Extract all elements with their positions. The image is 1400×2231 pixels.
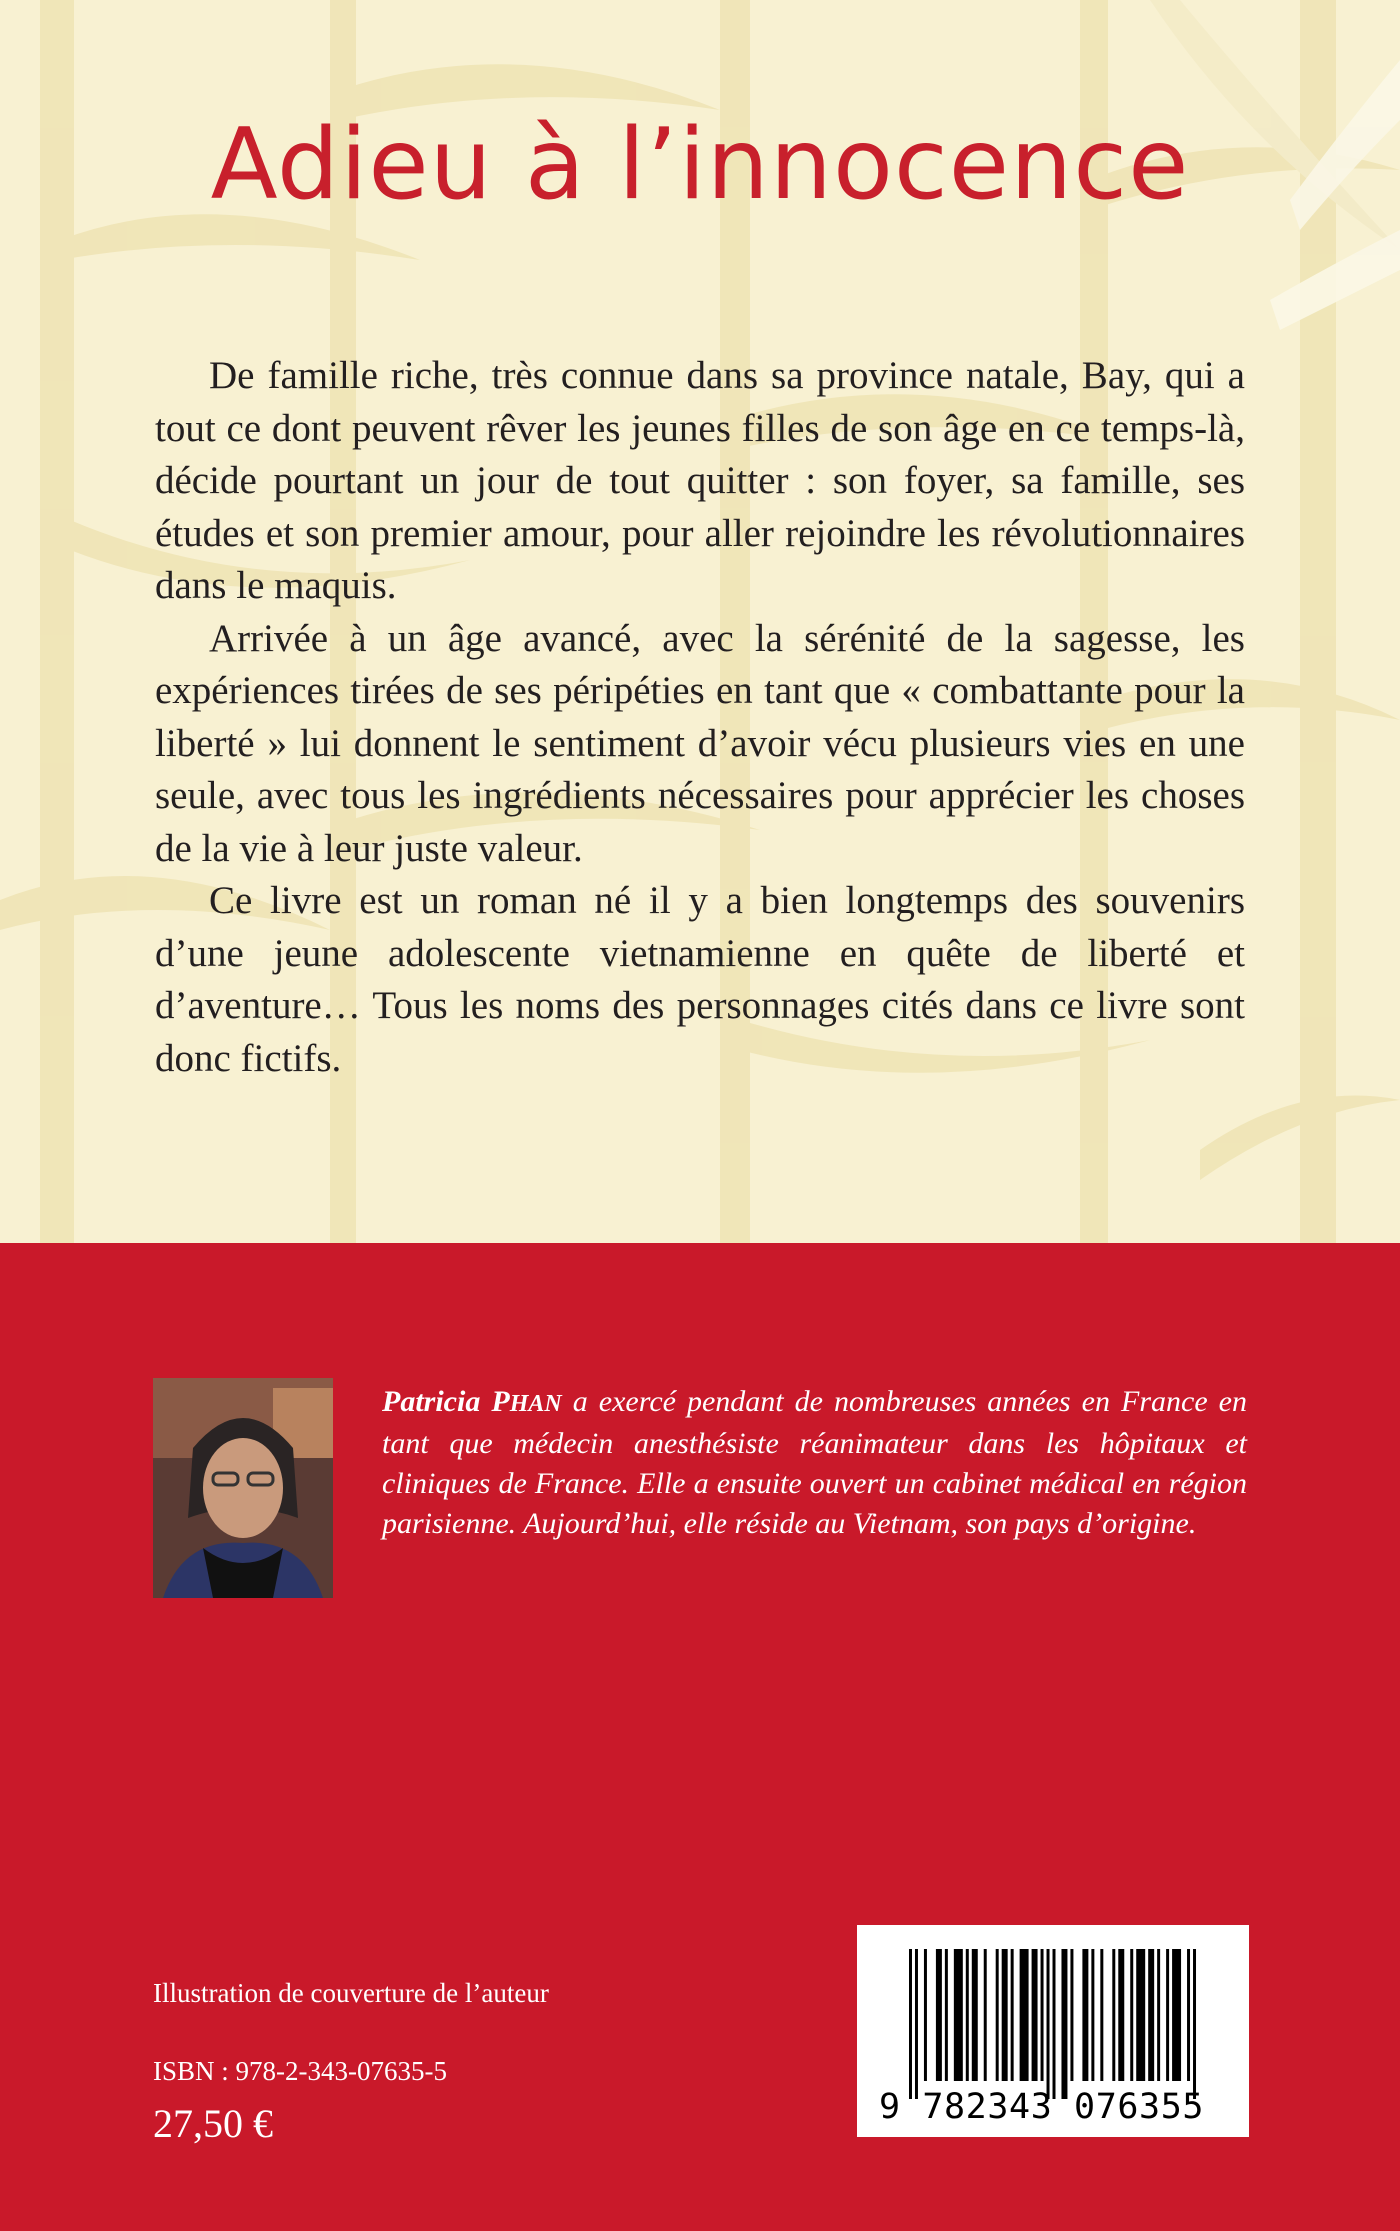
- author-portrait: [153, 1378, 333, 1598]
- blurb-paragraph: De famille riche, très connue dans sa province natale, Bay, qui a tout ce dont peuvent rêver les jeunes filles de son âge en ce temps-là, décide pourtant un jour de tout quitter : son foyer, sa famille, ses études et son premier amour, pour aller rejoindre les révolutionnaires dans le maquis.: [155, 354, 1245, 607]
- author-bio: [382, 1382, 1247, 1544]
- barcode-bars-icon: [879, 1949, 1229, 2099]
- book-blurb: [155, 350, 1245, 1085]
- author-bio-text: a exercé pendant de nombreuses années en France en tant que médecin anesthésiste réanimateur dans les hôpitaux et cliniques de France. Elle a ensuite ouvert un cabinet médical en région parisienne. Aujourd’hui, elle réside au Vietnam, son pays d’origine.: [382, 1385, 1247, 1540]
- book-title: Adieu à l’innocence: [210, 108, 1190, 222]
- illustration-credit: Illustration de couverture de l’auteur: [153, 1978, 549, 2008]
- price: 27,50 €: [153, 2101, 273, 2146]
- blurb-paragraph: Ce livre est un roman né il y a bien longtemps des souvenirs d’une jeune adolescente vietnamienne en quête de liberté et d’aventure… Tous les noms des personnages cités dans ce livre sont donc fictifs.: [155, 879, 1245, 1080]
- author-photo-icon: [153, 1378, 333, 1598]
- author-name: Patricia PHAN: [382, 1385, 562, 1418]
- barcode-digits: 9 782343 076355: [879, 2087, 1205, 2127]
- blurb-paragraph: Arrivée à un âge avancé, avec la sérénité de la sagesse, les expériences tirées de ses péripéties en tant que « combattante pour la liberté » lui donnent le sentiment d’avoir vécu plusieurs vies en une seule, avec tous les ingrédients nécessaires pour apprécier les choses de la vie à leur juste valeur.: [155, 616, 1245, 870]
- isbn: ISBN : 978-2-343-07635-5: [153, 2056, 447, 2086]
- barcode: [857, 1925, 1249, 2137]
